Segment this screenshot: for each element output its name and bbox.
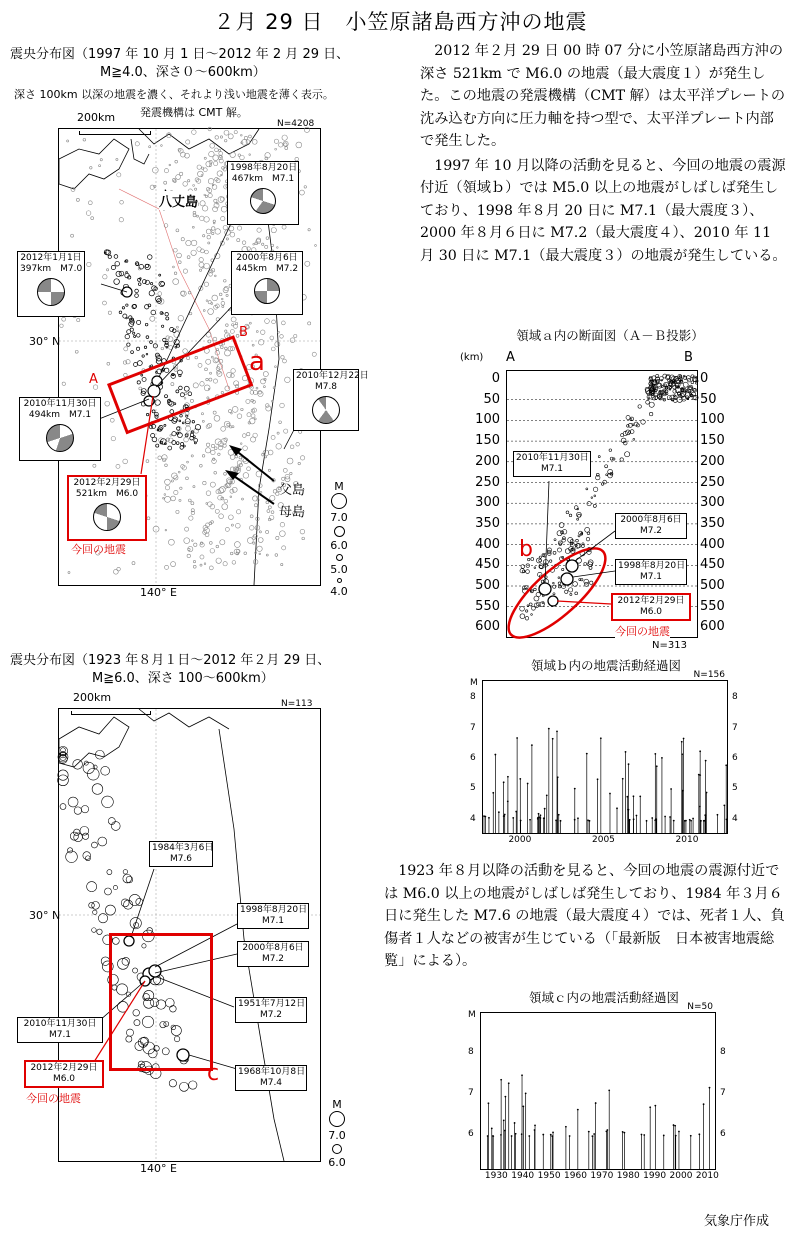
chart-b-title: 領域ｂ内の地震活動経過図 [530,658,681,673]
focal-mechanism-icon [312,396,340,424]
depth-tick-right: 500 [700,578,725,593]
y-tick: 8 [470,692,476,703]
y-tick: 6 [470,753,476,764]
depth-tick-left: 50 [483,391,500,407]
section-count: N=313 [652,640,687,651]
y-tick: 6 [468,1129,474,1140]
section-label-2000: 2000年8月6日 M7.2 [615,513,687,539]
map2-magnitude-legend: M 7.0 6.0 [328,1098,346,1169]
depth-tick-right: 400 [700,536,725,552]
y-tick: 8 [468,1047,474,1058]
section-label-2010-11: 2010年11月30日 M7.1 [513,451,591,477]
chart-c-title: 領域ｃ内の地震活動経過図 [528,990,679,1005]
m2-label-1998: 1998年8月20日 M7.1 [237,903,309,929]
place-chichijima: 父島 [279,483,306,498]
depth-section-plot [506,370,698,638]
depth-tick-left: 250 [475,474,500,490]
depth-tick-left: 350 [475,515,500,531]
region-c-box [109,933,213,1071]
place-hahajima: 母島 [279,505,306,520]
quake-label-2012-01: 2012年1月1日 397km M7.0 [17,251,85,317]
depth-tick-left: 300 [475,495,500,511]
section-unit: (km) [460,352,484,363]
depth-tick-left: 600 [475,619,500,635]
current-quake-caption: 今回の地震 [71,543,126,556]
region-c-label: c [207,1061,220,1086]
quake-label-2000: 2000年8月6日 445km M7.2 [231,251,303,315]
depth-tick-left: 450 [475,557,500,573]
depth-tick-left: 400 [475,536,500,552]
x-tick: 1950 [537,1171,561,1181]
section-current-caption: 今回の地震 [615,625,670,638]
map1-lon-label: 140° E [140,586,177,599]
section-title: 領域ａ内の断面図（Ａ－Ｂ投影） [516,328,704,343]
m2-label-1968: 1968年10月8日 M7.4 [235,1065,307,1091]
x-tick: 2005 [592,835,615,845]
focal-mechanism-icon [93,503,121,531]
description-text-2: 1923 年８月以降の活動を見ると、今回の地震の震源付近では M6.0 以上の地震がしばしば発生しており、1984 年３月６日に発生した M7.6 の地震（最大震度４）では、死者１人、負傷者１人などの被害が生じている（「最新版 日本被害地震総覧」による）。 [384,863,785,969]
y-tick: 4 [470,813,476,824]
x-tick: 1980 [616,1171,640,1181]
map2-caption-line2: M≧6.0、深さ 100～600km） [92,671,274,686]
description-text-1: 2012 年２月 29 日 00 時 07 分に小笠原諸島西方沖の深さ 521km で M6.0 の地震（最大震度１）が発生した。この地震の発震機構（CMT 解）は太平洋プレートの沈み込む方向に圧力軸を持つ型で、太平洋プレート内部で発生した。 1997 年 10 月以降の活動を見ると、今回の地震の震源付近（領域ｂ）では M5.0 以上の地震がしばしば発生しており、1998 年８月 20 日に M7.1（最大震度３）、2000 年８月６日に M7.2（最大震度４）、2010 年 11 月 30 日に M7.1（最大震度３）の地震が発生している。 [420,43,787,264]
chart-b-count: N=156 [693,670,725,680]
map1-note-cmt: 発震機構は CMT 解。 [140,106,248,119]
region-a-label: a [249,347,265,377]
footer-credit: 気象庁作成 [704,1214,770,1229]
focal-mechanism-icon [254,278,280,304]
depth-tick-right: 550 [700,598,725,614]
section-label-1998: 1998年8月20日 M7.1 [615,559,687,585]
m2-label-1984: 1984年3月6日 M7.6 [149,841,213,867]
depth-tick-right: 200 [700,453,725,469]
label-B: B [239,325,248,340]
depth-tick-right: 50 [700,391,717,407]
depth-tick-right: 150 [700,433,725,449]
map2-lon-label: 140° E [140,1162,177,1175]
x-tick: 2000 [508,835,532,845]
map1-lat-label: 30° N [29,335,61,348]
x-tick: 1940 [511,1171,535,1181]
map1-scale-bar [79,131,151,135]
y-tick-right: 7 [720,1088,726,1099]
map1-caption-line1: 震央分布図（1997 年 10 月 1 日～2012 年 2 月 29 日、 [10,47,350,62]
depth-tick-left: 500 [475,578,500,593]
y-tick-right: 5 [732,783,738,794]
map1-note-depth: 深さ 100km 以深の地震を濃く、それより浅い地震を薄く表示。 [14,88,334,101]
section-label-A: A [506,350,515,365]
y-tick: 7 [468,1088,474,1099]
depth-tick-right: 300 [700,495,725,511]
m2-label-1951: 1951年7月12日 M7.2 [235,997,307,1023]
depth-tick-right: 450 [700,557,725,573]
x-tick: 1960 [564,1171,587,1181]
chart-c-count: N=50 [687,1002,713,1012]
map1-caption-line2: M≧4.0、深さ０～600km） [100,65,266,80]
map1-magnitude-legend: M 7.0 6.0 5.0 4.0 [330,480,348,598]
x-tick: 1970 [590,1171,614,1181]
chart-c-svg [481,1013,715,1169]
focal-mechanism-icon [46,424,74,452]
focal-mechanism-icon [250,188,276,214]
m2-label-2010: 2010年11月30日 M7.1 [17,1017,103,1043]
map2-scale-label: 200km [73,691,112,704]
map2-scale-bar [71,711,151,715]
page-title: ２月 29 日 小笠原諸島西方沖の地震 [213,10,588,34]
y-tick: 7 [470,722,476,733]
map2-caption-line1: 震央分布図（1923 年８月１日～2012 年２月 29 日、 [10,653,331,668]
depth-tick-right: 0 [700,371,709,386]
x-tick: 2010 [695,1171,719,1181]
y-tick-right: 8 [720,1047,726,1058]
depth-tick-left: 200 [475,453,500,469]
section-label-B: B [684,350,693,365]
chart-b-svg [483,681,727,833]
map1-scale-label: 200km [77,111,116,124]
depth-tick-right: 100 [700,412,725,428]
depth-tick-right: 250 [700,474,725,490]
current-quake-label: 2012年2月29日 521km M6.0 [67,475,147,541]
y-tick-right: 4 [732,813,738,824]
focal-mechanism-icon [37,278,65,306]
x-tick: 2010 [675,835,699,845]
depth-tick-left: 550 [475,598,500,614]
m2-label-2000: 2000年8月6日 M7.2 [237,941,309,967]
x-tick: 2000 [669,1171,693,1181]
x-tick: 1990 [643,1171,667,1181]
depth-tick-left: 150 [475,433,500,449]
quake-label-2010-11: 2010年11月30日 494km M7.1 [19,397,101,461]
m-axis-label: M [470,678,478,688]
m2-current-caption: 今回の地震 [26,1092,81,1105]
chart-b-plot [482,670,728,834]
label-A: A [89,372,98,387]
map1-count: N=4208 [277,119,315,129]
y-tick-right: 8 [732,692,738,703]
section-current-label: 2012年2月29日 M6.0 [611,593,691,621]
chart-c-plot [480,1002,716,1170]
m2-current-label: 2012年2月29日 M6.0 [24,1060,104,1088]
depth-tick-left: 100 [475,412,500,428]
depth-tick-right: 350 [700,515,725,531]
quake-label-1998: 1998年8月20日 467km M7.1 [227,161,299,225]
quake-label-2010-12: 2010年12月22日 M7.8 [293,369,359,431]
m-axis-label: M [468,1010,476,1020]
y-tick: 5 [470,783,476,794]
region-b-label: b [519,537,533,562]
map2-count: N=113 [281,699,313,709]
depth-tick-left: 0 [491,371,500,386]
depth-tick-right: 600 [700,619,725,635]
place-hachijo: 八丈島 [159,191,198,210]
y-tick-right: 6 [720,1129,726,1140]
x-tick: 1930 [484,1171,508,1181]
y-tick-right: 6 [732,753,738,764]
map2-lat-label: 30° N [29,909,61,922]
y-tick-right: 7 [732,722,738,733]
